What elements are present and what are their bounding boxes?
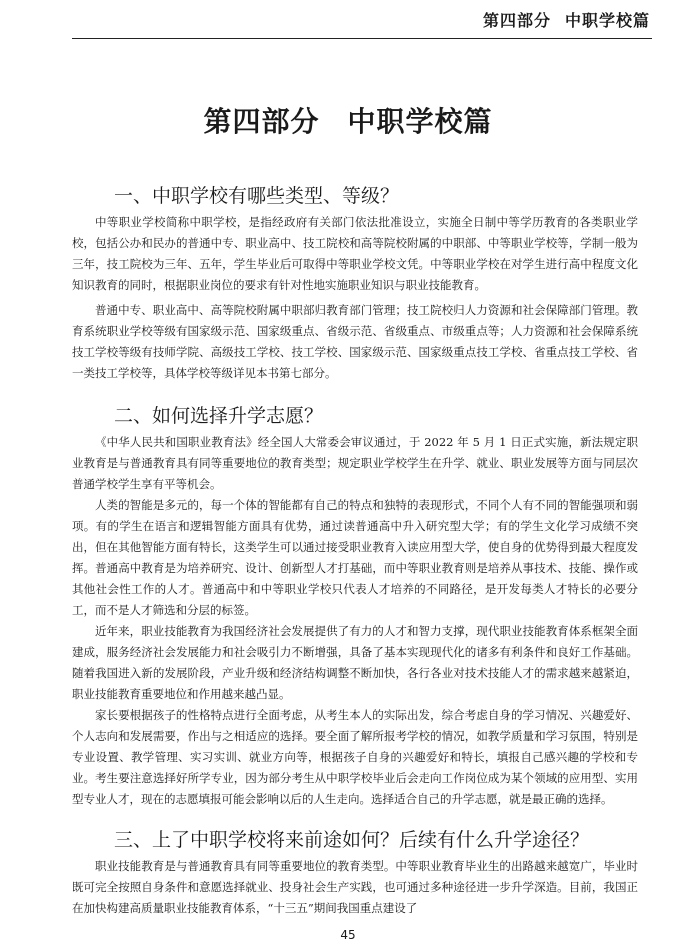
section-heading: 一、中职学校有哪些类型、等级？: [114, 185, 400, 207]
header-rule: [72, 38, 652, 39]
running-header-part: 第四部分: [482, 11, 551, 30]
section-heading: 二、如何选择升学志愿？: [114, 405, 324, 427]
section-choose-aspiration: [72, 402, 638, 810]
main-content: [72, 182, 638, 919]
section-types-levels: [72, 182, 638, 384]
page-title-text: 中职学校篇: [347, 105, 493, 138]
running-header-title: 中职学校篇: [564, 11, 650, 30]
paragraph: 近年来，职业技能教育为我国经济社会发展提供了有力的人才和智力支撑，现代职业技能教育体系框架全面建成，服务经济社会发展能力和社会吸引力不断增强，具备了基本实现现代化的诸多有利条件和良好工作基础。随着我国进入新的发展阶段，产业升级和经济结构调整不断加快，各行各业对技术技能人才的需求越来越紧迫，职业技能教育重要地位和作用越来越凸显。: [72, 624, 638, 701]
page-title-part: 第四部分: [203, 105, 320, 138]
paragraph: 家长要根据孩子的性格特点进行全面考虑，从考生本人的实际出发，综合考虑自身的学习情况、兴趣爱好、个人志向和发展需要，作出与之相适应的选择。要全面了解所报考学校的情况，如教学质量和学习氛围，特别是专业设置、教学管理、实习实训、就业方向等，根据孩子自身的兴趣爱好和特长，填报自己感兴趣的学校和专业。考生要注意选择好所学专业，因为部分考生从中职学校毕业后会走向工作岗位成为某个领域的应用型、实用型专业人才，现在的志愿填报可能会影响以后的人生走向。选择适合自己的升学志愿，就是最正确的选择。: [72, 708, 638, 806]
section-future-paths: [72, 826, 638, 919]
page-number: 45: [340, 928, 356, 942]
paragraph: 职业技能教育是与普通教育具有同等重要地位的教育类型。中等职业教育毕业生的出路越来越宽广，毕业时既可完全按照自身条件和意愿选择就业、投身社会生产实践，也可通过多种途径进一步升学深造。目前，我国正在加快构建高质量职业技能教育体系，“十三五”期间我国重点建设了: [72, 859, 638, 915]
page-title: [0, 100, 696, 140]
paragraph: 人类的智能是多元的，每一个体的智能都有自己的特点和独特的表现形式，不同个人有不同的智能强项和弱项。有的学生在语言和逻辑智能方面具有优势，通过读普通高中升入研究型大学；有的学生文化学习成绩不突出，但在其他智能方面有特长，这类学生可以通过接受职业教育入读应用型大学，使自身的优势得到最大程度发挥。普通高中教育是为培养研究、设计、创新型人才打基础，而中等职业教育则是培养从事技术、技能、操作或其他社会性工作的人才。普通高中和中等职业学校只代表人才培养的不同路径，是开发每类人才特长的必要分工，而不是人才筛选和分层的标签。: [72, 498, 638, 617]
section-heading: 三、上了中职学校将来前途如何？后续有什么升学途径？: [114, 829, 590, 851]
paragraph: 《中华人民共和国职业教育法》经全国人大常委会审议通过，于 2022 年 5 月 1 日正式实施，新法规定职业教育是与普通教育具有同等重要地位的教育类型；规定职业学校学生在升学、就业、职业发展等方面与同层次普通学校学生享有平等机会。: [72, 435, 638, 491]
paragraph: 普通中专、职业高中、高等院校附属中职部归教育部门管理；技工院校归人力资源和社会保障部门管理。教育系统职业学校等级有国家级示范、国家级重点、省级示范、省级重点、市级重点等；人力资源和社会保障系统技工学校等级有技师学院、高级技工学校、技工学校、国家级示范、国家级重点技工学校、省重点技工学校、省一类技工学校等，具体学校等级详见本书第七部分。: [72, 303, 638, 380]
running-header: [0, 8, 650, 31]
paragraph: 中等职业学校简称中职学校，是指经政府有关部门依法批准设立，实施全日制中等学历教育的各类职业学校，包括公办和民办的普通中专、职业高中、技工院校和高等院校附属的中职部、中等职业学校等，学制一般为三年，技工院校为三年、五年，学生毕业后可取得中等职业学校文凭。中等职业学校在对学生进行高中程度文化知识教育的同时，根据职业岗位的要求有针对性地实施职业知识与职业技能教育。: [72, 215, 638, 292]
